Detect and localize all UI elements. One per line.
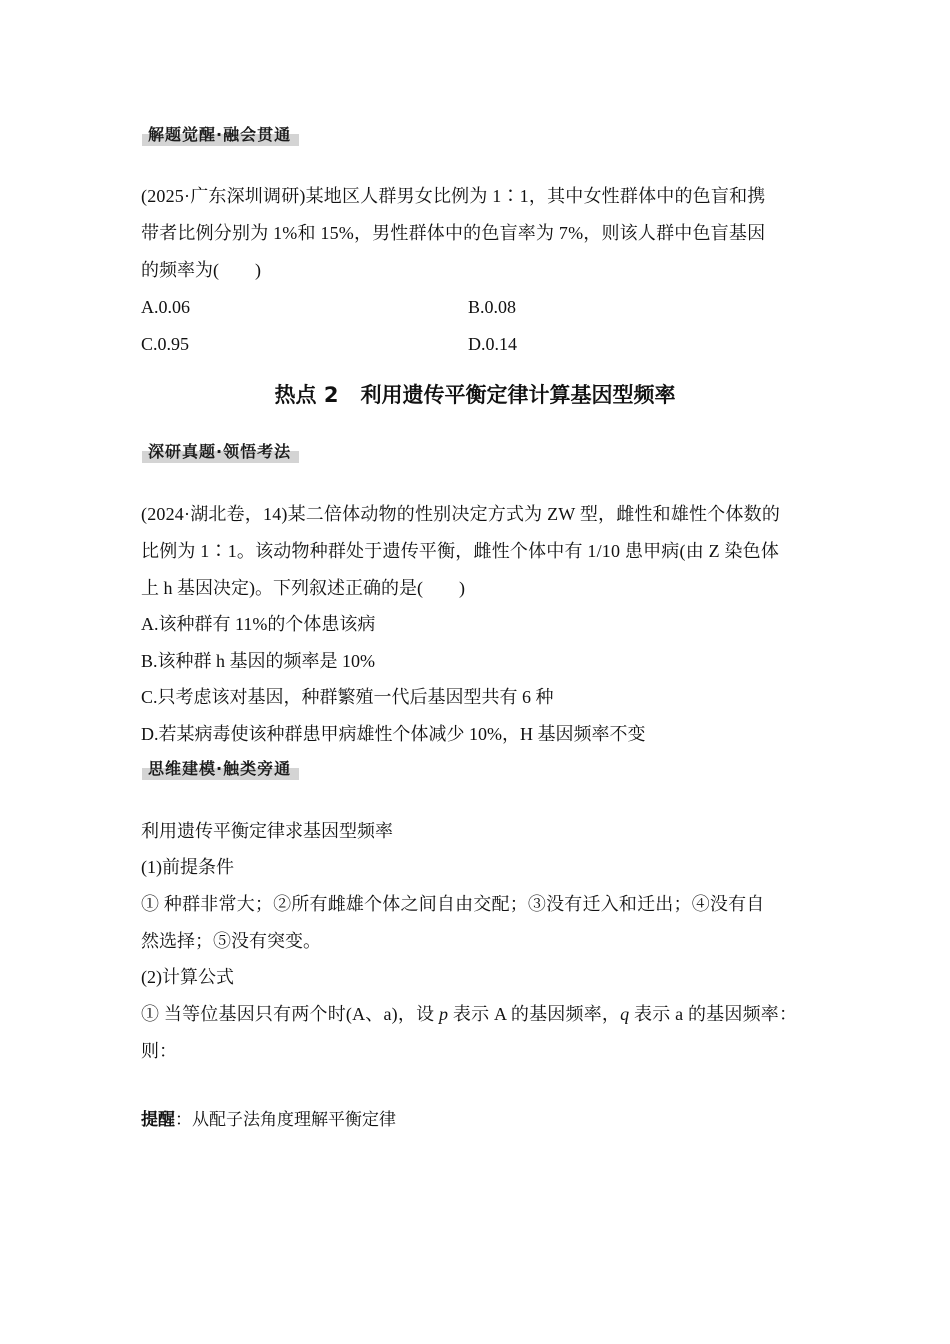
question2-line2: 比例为 1∶1。该动物种群处于遗传平衡，雌性个体中有 1/10 患甲病(由 Z 染色体 [141,541,780,561]
question2-line1: (2024·湖北卷，14)某二倍体动物的性别决定方式为 ZW 型，雌性和雄性个体数的 [141,504,781,524]
model-formula-line1 [141,1001,831,1027]
question2-option-c[interactable]: C.只考虑该对基因，种群繁殖一代后基因型共有 6 种 [141,687,554,707]
model-premise-heading: (1)前提条件 [141,857,234,877]
section-tag-solve: 解题觉醒·融会贯通 [142,124,299,146]
model-intro: 利用遗传平衡定律求基因型频率 [141,821,393,841]
hint-text: ：从配子法角度理解平衡定律 [175,1110,396,1130]
formula-text-b: 表示 A 的基因频率， [448,1004,621,1024]
question2-option-b[interactable]: B.该种群 h 基因的频率是 10% [141,651,375,671]
formula-var-q: q [620,1004,630,1024]
question1-line2: 带者比例分别为 1%和 15%，男性群体中的色盲率为 7%，则该人群中色盲基因 [141,223,766,243]
model-formula-heading: (2)计算公式 [141,967,234,987]
hotspot-heading [0,380,950,410]
hotspot-title: 利用遗传平衡定律计算基因型频率 [360,383,676,407]
question1-line1: (2025·广东深圳调研)某地区人群男女比例为 1∶1，其中女性群体中的色盲和携 [141,186,766,206]
hotspot-number: 热点 2 [274,383,339,407]
hint-label: 提醒 [141,1110,175,1130]
formula-text-a: ① 当等位基因只有两个时(A、a)，设 [141,1004,439,1024]
model-premise-line1: ① 种群非常大；②所有雌雄个体之间自由交配；③没有迁入和迁出；④没有自 [141,894,765,914]
model-formula-line2: 则： [141,1041,177,1061]
question1-option-a[interactable]: A.0.06 [141,297,190,317]
section-tag-model: 思维建模·触类旁通 [142,758,299,780]
hint-line [141,1107,831,1133]
question1-option-b[interactable]: B.0.08 [468,297,517,317]
formula-var-p: p [438,1004,449,1024]
formula-text-c: 表示 a 的基因频率： [629,1004,798,1024]
question2-option-d[interactable]: D.若某病毒使该种群患甲病雄性个体减少 10%，H 基因频率不变 [141,724,646,744]
question1-option-d[interactable]: D.0.14 [468,334,517,354]
question2-option-a[interactable]: A.该种群有 11%的个体患该病 [141,614,376,634]
question1-option-c[interactable]: C.0.95 [141,334,190,354]
question1-line3: 的频率为( ) [141,260,261,280]
section-tag-exam: 深研真题·领悟考法 [142,441,299,463]
question2-line3: 上 h 基因决定)。下列叙述正确的是( ) [141,578,465,598]
model-premise-line2: 然选择；⑤没有突变。 [141,931,321,951]
